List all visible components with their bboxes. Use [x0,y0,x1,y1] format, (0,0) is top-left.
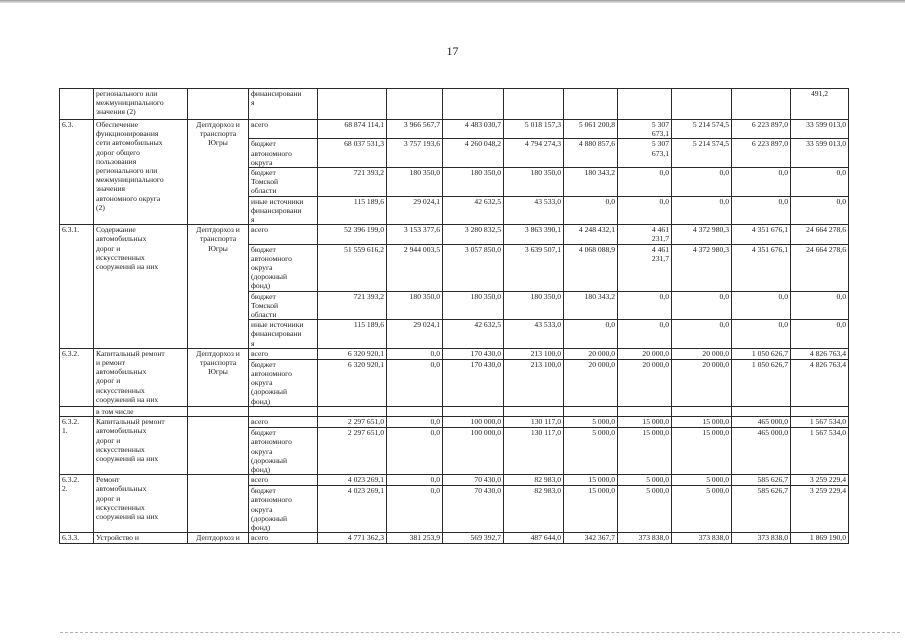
value-cell: 1 050 626,7 [732,348,791,359]
value-cell [387,89,443,120]
value-cell: 43 533,0 [504,320,564,349]
value-cell: 6 223 897,0 [732,139,791,168]
value-cell: 4 771 362,3 [318,533,387,544]
value-cell: 0,0 [672,320,732,349]
scan-edge-bottom [60,632,900,634]
value-cell: 180 350,0 [443,168,504,197]
value-cell: 0,0 [732,168,791,197]
value-cell: 0,0 [791,320,849,349]
measure-name-cell: Устройство и [94,533,188,544]
value-cell: 0,0 [564,196,618,225]
value-cell: 342 367,7 [564,533,618,544]
value-cell: 3 057 850,0 [443,244,504,291]
empty-cell [732,406,791,416]
value-cell: 2 297 651,0 [318,417,387,428]
value-cell: 0,0 [672,196,732,225]
row-number-cell: 6.3.2. 1. [60,417,94,475]
value-cell: 1 567 534,0 [791,428,849,475]
table-row [60,120,849,139]
value-cell: 487 644,0 [504,533,564,544]
page-number: 17 [446,44,459,58]
value-cell: 2 297 651,0 [318,428,387,475]
value-cell: 569 392,7 [443,533,504,544]
row-number-cell: 6.3.2. 2. [60,475,94,533]
value-cell: 3 863 390,1 [504,225,564,244]
value-cell: 1 567 534,0 [791,417,849,428]
value-cell: 68 037 531,3 [318,139,387,168]
value-cell: 6 223 897,0 [732,120,791,139]
value-cell: 180 350,0 [504,168,564,197]
empty-cell [504,406,564,416]
value-cell: 180 343,2 [564,291,618,320]
row-number-cell: 6.3. [60,120,94,225]
value-cell: 70 430,0 [443,486,504,533]
value-cell: 213 100,0 [504,359,564,406]
value-cell: 0,0 [618,291,672,320]
value-cell: 3 259 229,4 [791,486,849,533]
empty-cell [443,406,504,416]
table-row [60,225,849,244]
value-cell: 3 280 832,5 [443,225,504,244]
value-cell: 24 664 278,6 [791,244,849,291]
value-cell: 491,2 [791,89,849,120]
value-cell: 20 000,0 [672,359,732,406]
measure-name-cell: Ремонт автомобильных дорог и искусственных сооружений на них [94,475,188,533]
value-cell: 5 000,0 [564,428,618,475]
value-cell: 70 430,0 [443,475,504,486]
row-number-cell: 6.3.3. [60,533,94,544]
value-cell: 465 000,0 [732,417,791,428]
value-cell: 373 838,0 [672,533,732,544]
value-cell: 4 068 088,9 [564,244,618,291]
value-cell: 170 430,0 [443,359,504,406]
financing-table [59,88,849,544]
value-cell: 0,0 [387,348,443,359]
value-cell: 4 461 231,7 [618,244,672,291]
value-cell: 180 350,0 [443,291,504,320]
funding-source-cell: бюджет автономного округа (дорожный фонд) [249,244,318,291]
value-cell: 3 259 229,4 [791,475,849,486]
value-cell: 20 000,0 [618,348,672,359]
value-cell: 180 350,0 [387,291,443,320]
value-cell: 68 874 114,1 [318,120,387,139]
value-cell: 24 664 278,6 [791,225,849,244]
measure-name-cell: Капитальный ремонт и ремонт автомобильных дорог и искусственных сооружений на них [94,348,188,406]
funding-source-cell: бюджет автономного округа (дорожный фонд) [249,428,318,475]
value-cell: 33 599 013,0 [791,139,849,168]
value-cell: 4 794 274,3 [504,139,564,168]
value-cell: 0,0 [387,475,443,486]
funding-source-cell: бюджет автономного округа [249,139,318,168]
value-cell: 100 000,0 [443,417,504,428]
table-row [60,533,849,544]
value-cell: 0,0 [618,168,672,197]
value-cell [672,89,732,120]
funding-source-cell: всего [249,348,318,359]
table-row-continuation [60,89,849,120]
value-cell: 15 000,0 [564,475,618,486]
value-cell: 0,0 [618,320,672,349]
value-cell: 5 307 673,1 [618,139,672,168]
value-cell: 1 050 626,7 [732,359,791,406]
value-cell: 6 320 920,1 [318,348,387,359]
value-cell: 5 000,0 [618,475,672,486]
empty-cell [618,406,672,416]
value-cell: 29 024,1 [387,196,443,225]
funding-source-cell: бюджет Томской области [249,168,318,197]
value-cell: 15 000,0 [564,486,618,533]
value-cell [504,89,564,120]
value-cell: 4 483 030,7 [443,120,504,139]
value-cell: 0,0 [732,320,791,349]
value-cell: 4 372 980,3 [672,225,732,244]
measure-name-cell: регионального или межмуниципального значения (2) [94,89,188,120]
value-cell: 3 639 507,1 [504,244,564,291]
value-cell: 180 350,0 [504,291,564,320]
value-cell: 4 351 676,1 [732,244,791,291]
row-number-cell [60,89,94,120]
value-cell: 52 396 199,0 [318,225,387,244]
executor-cell: Дептдорхоз и транспорта Югры [188,120,249,225]
measure-name-cell: Содержание автомобильных дорог и искусственных сооружений на них [94,225,188,349]
value-cell: 0,0 [618,196,672,225]
value-cell: 130 117,0 [504,417,564,428]
value-cell [732,89,791,120]
funding-source-cell: финансировани я [249,89,318,120]
value-cell: 42 632,5 [443,196,504,225]
value-cell: 4 023 269,1 [318,475,387,486]
value-cell: 585 626,7 [732,486,791,533]
value-cell [318,89,387,120]
value-cell: 373 838,0 [732,533,791,544]
funding-source-cell: бюджет Томской области [249,291,318,320]
value-cell: 15 000,0 [672,428,732,475]
value-cell: 213 100,0 [504,348,564,359]
value-cell: 5 214 574,5 [672,120,732,139]
table-row-subheading [60,406,849,416]
value-cell: 5 018 157,3 [504,120,564,139]
row-number-cell [60,406,94,416]
value-cell: 2 944 003,5 [387,244,443,291]
measure-name-cell: Обеспечение функционирования сети автомобильных дорог общего пользования регионального или межмуниципального значения автономного округа (2) [94,120,188,225]
value-cell: 130 117,0 [504,428,564,475]
funding-source-cell: бюджет автономного округа (дорожный фонд) [249,359,318,406]
value-cell: 33 599 013,0 [791,120,849,139]
value-cell: 5 214 574,5 [672,139,732,168]
value-cell: 42 632,5 [443,320,504,349]
value-cell: 0,0 [387,359,443,406]
scan-edge-top [0,0,905,3]
value-cell: 43 533,0 [504,196,564,225]
value-cell: 4 372 980,3 [672,244,732,291]
value-cell: 180 343,2 [564,168,618,197]
subheading-cell: в том числе [94,406,188,416]
value-cell: 585 626,7 [732,475,791,486]
empty-cell [249,406,318,416]
value-cell: 721 393,2 [318,168,387,197]
value-cell: 82 983,0 [504,486,564,533]
value-cell: 465 000,0 [732,428,791,475]
value-cell: 15 000,0 [618,428,672,475]
value-cell: 4 461 231,7 [618,225,672,244]
value-cell: 5 000,0 [672,475,732,486]
row-number-cell: 6.3.1. [60,225,94,349]
value-cell: 0,0 [564,320,618,349]
funding-source-cell: всего [249,225,318,244]
value-cell: 15 000,0 [672,417,732,428]
empty-cell [791,406,849,416]
value-cell: 4 351 676,1 [732,225,791,244]
value-cell: 4 248 432,1 [564,225,618,244]
value-cell: 3 153 377,6 [387,225,443,244]
value-cell: 20 000,0 [618,359,672,406]
value-cell: 4 826 763,4 [791,348,849,359]
value-cell: 51 559 616,2 [318,244,387,291]
value-cell: 0,0 [387,417,443,428]
value-cell [443,89,504,120]
value-cell: 180 350,0 [387,168,443,197]
table-row [60,348,849,359]
value-cell: 3 757 193,6 [387,139,443,168]
value-cell: 5 000,0 [618,486,672,533]
executor-cell: Дептдорхоз и [188,533,249,544]
value-cell: 4 826 763,4 [791,359,849,406]
value-cell: 0,0 [387,428,443,475]
value-cell [618,89,672,120]
value-cell: 4 880 857,6 [564,139,618,168]
value-cell: 5 307 673,1 [618,120,672,139]
value-cell: 0,0 [791,168,849,197]
funding-source-cell: всего [249,417,318,428]
value-cell: 5 000,0 [564,417,618,428]
measure-name-cell: Капитальный ремонт автомобильных дорог и искусственных сооружений на них [94,417,188,475]
executor-cell [188,417,249,475]
value-cell: 20 000,0 [672,348,732,359]
value-cell: 381 253,9 [387,533,443,544]
value-cell: 4 023 269,1 [318,486,387,533]
value-cell: 0,0 [791,291,849,320]
value-cell: 0,0 [672,168,732,197]
value-cell: 0,0 [732,291,791,320]
empty-cell [672,406,732,416]
value-cell: 721 393,2 [318,291,387,320]
row-number-cell: 6.3.2. [60,348,94,406]
value-cell: 170 430,0 [443,348,504,359]
value-cell: 1 869 190,0 [791,533,849,544]
value-cell: 0,0 [387,486,443,533]
executor-cell [188,89,249,120]
funding-source-cell: бюджет автономного округа (дорожный фонд) [249,486,318,533]
value-cell: 373 838,0 [618,533,672,544]
empty-cell [387,406,443,416]
value-cell: 3 966 567,7 [387,120,443,139]
funding-source-cell: всего [249,533,318,544]
table-row [60,475,849,486]
value-cell: 29 024,1 [387,320,443,349]
funding-source-cell: всего [249,120,318,139]
empty-cell [318,406,387,416]
value-cell: 5 000,0 [672,486,732,533]
value-cell: 115 189,6 [318,320,387,349]
value-cell: 20 000,0 [564,359,618,406]
value-cell: 20 000,0 [564,348,618,359]
funding-source-cell: всего [249,475,318,486]
funding-source-cell: иные источники финансировани я [249,196,318,225]
value-cell: 0,0 [732,196,791,225]
value-cell: 15 000,0 [618,417,672,428]
value-cell: 100 000,0 [443,428,504,475]
empty-cell [188,406,249,416]
value-cell: 4 260 048,2 [443,139,504,168]
value-cell [564,89,618,120]
executor-cell [188,475,249,533]
executor-cell: Дептдорхоз и транспорта Югры [188,225,249,349]
funding-source-cell: иные источники финансировани я [249,320,318,349]
value-cell: 0,0 [672,291,732,320]
value-cell: 82 983,0 [504,475,564,486]
executor-cell: Дептдорхоз и транспорта Югры [188,348,249,406]
value-cell: 6 320 920,1 [318,359,387,406]
value-cell: 5 061 200,8 [564,120,618,139]
value-cell: 115 189,6 [318,196,387,225]
empty-cell [564,406,618,416]
table-row [60,417,849,428]
value-cell: 0,0 [791,196,849,225]
